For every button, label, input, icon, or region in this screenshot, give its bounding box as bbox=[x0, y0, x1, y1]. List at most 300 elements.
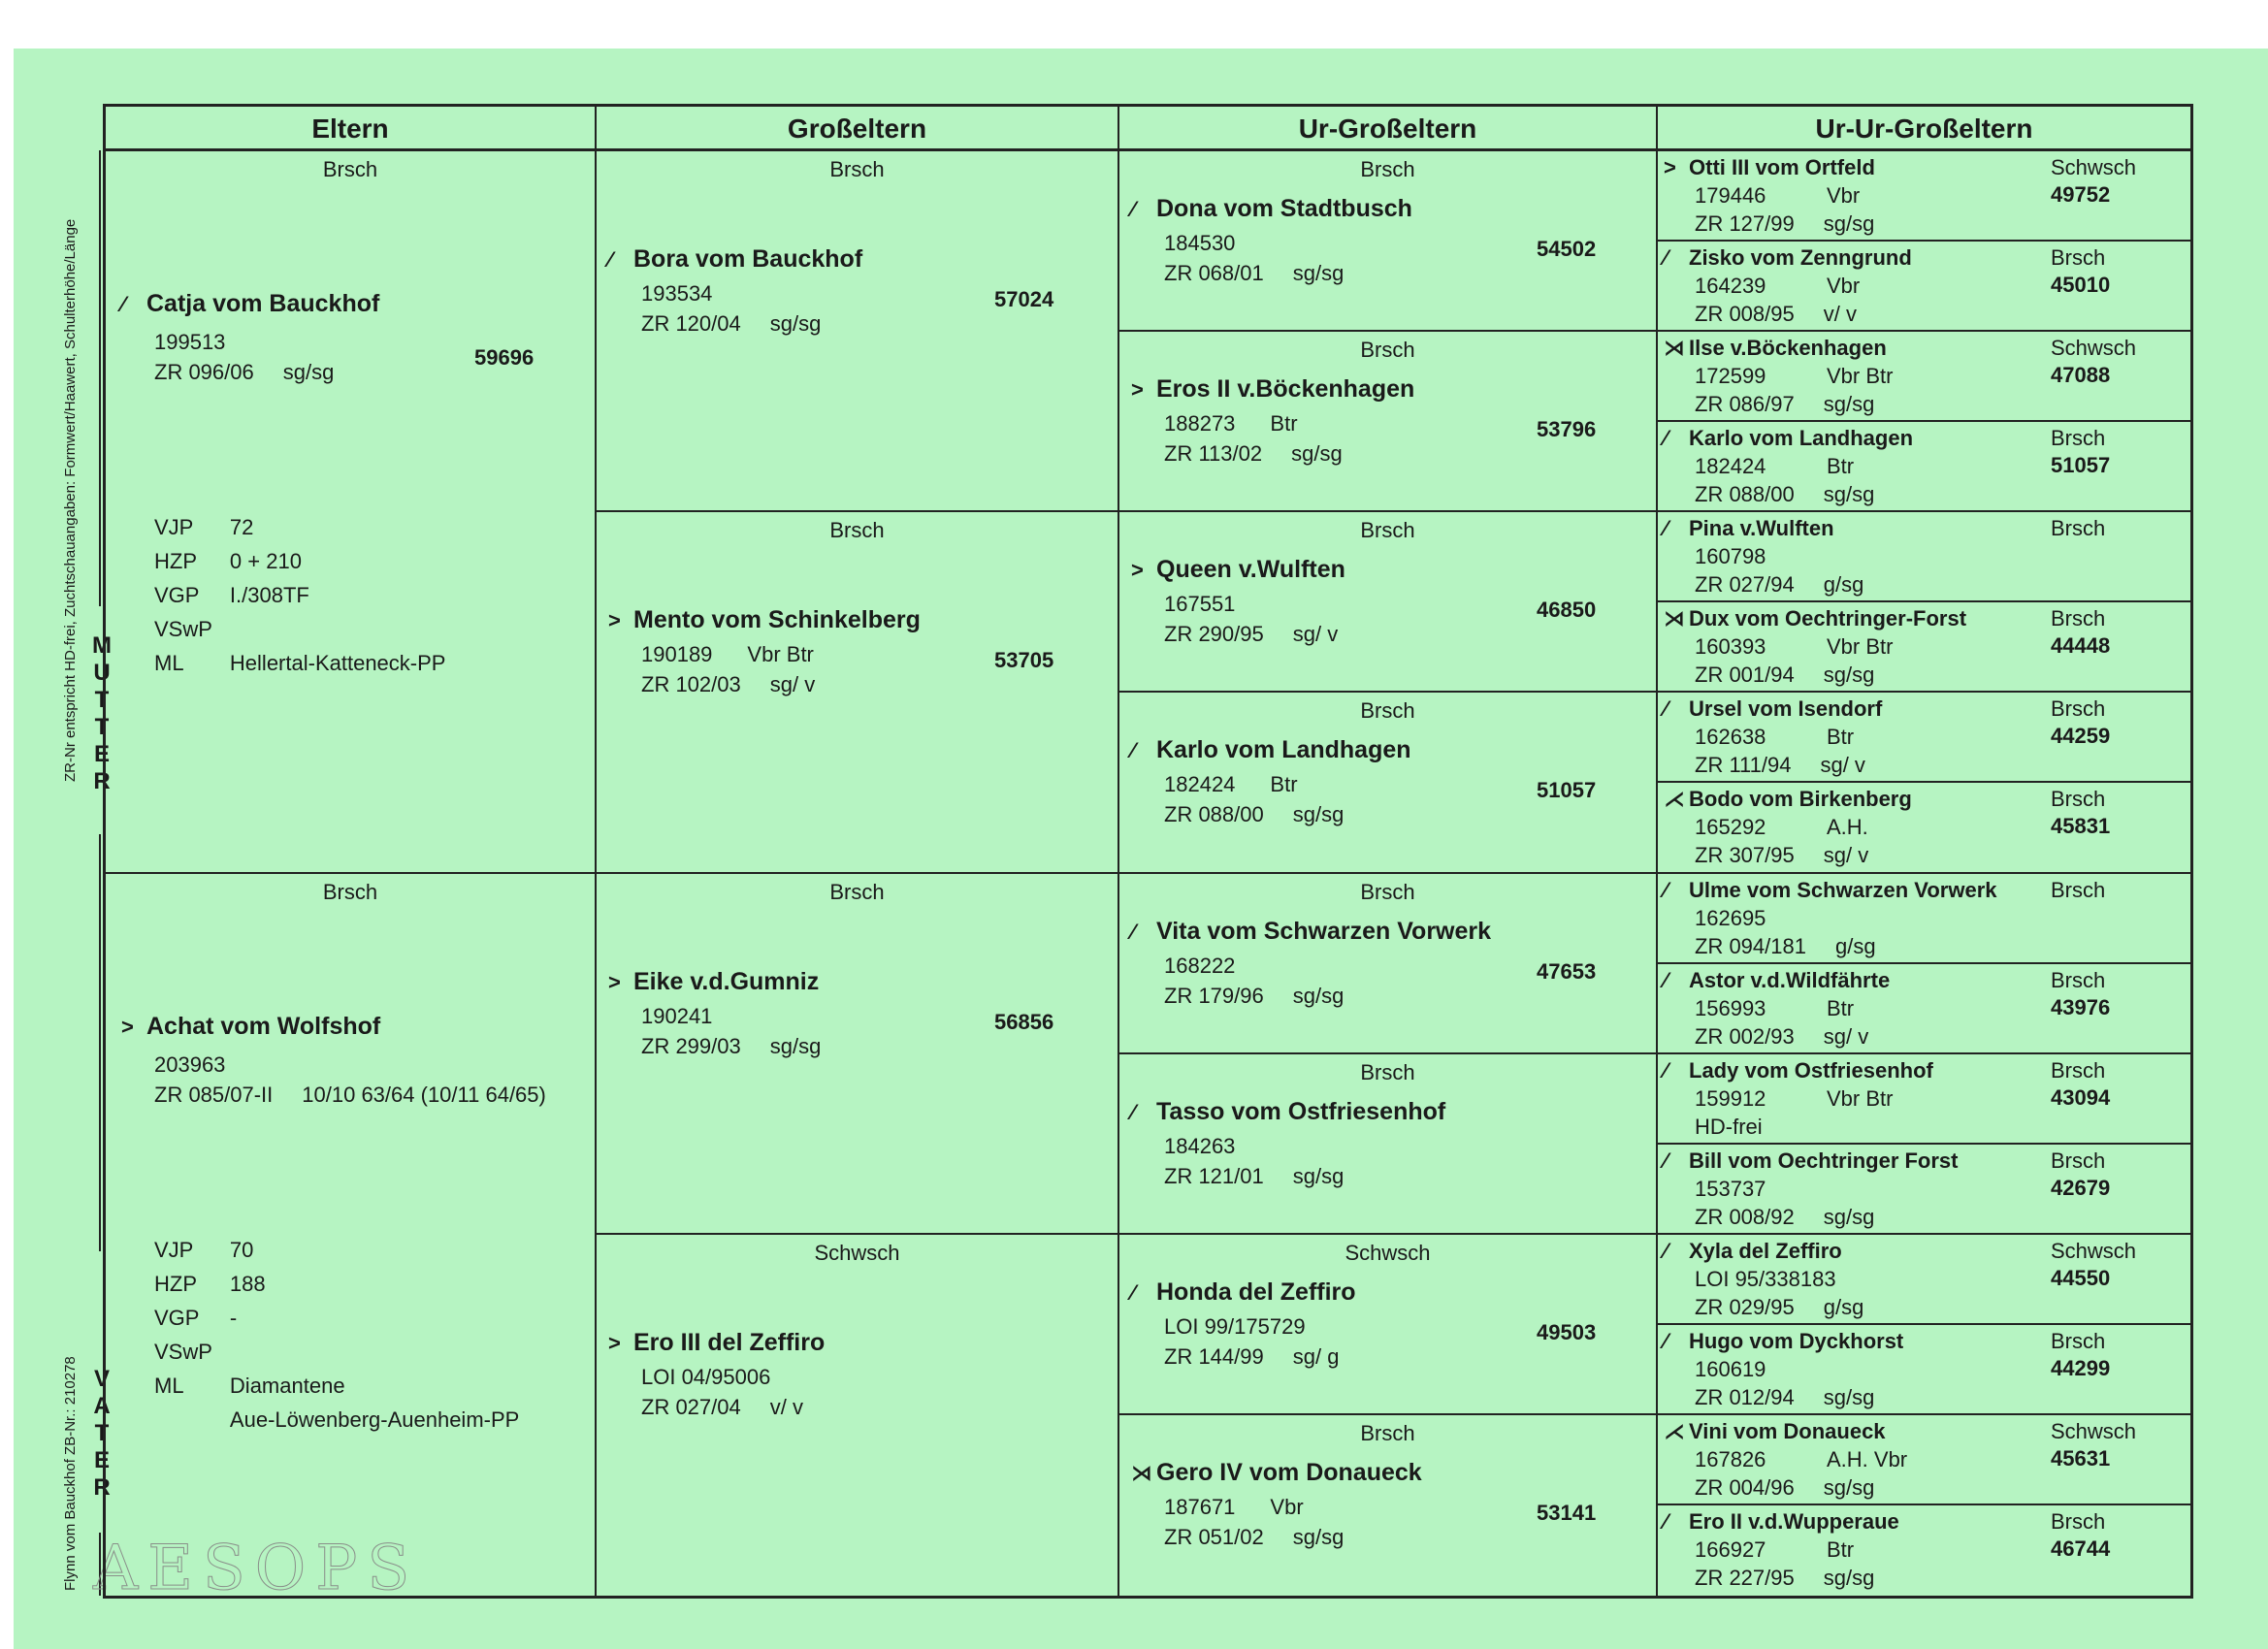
relation-mark: > bbox=[121, 1014, 134, 1039]
zr-number: ZR 027/94 bbox=[1695, 572, 1795, 598]
side-note-bottom: Flynn vom Bauckhof ZB-Nr.: 210278 bbox=[62, 1356, 79, 1591]
reg-number: 182424 bbox=[1695, 454, 1766, 479]
coat-color: Brsch bbox=[1360, 698, 1415, 724]
zr-number: ZR 227/95 bbox=[1695, 1565, 1795, 1590]
coat-color: Brsch bbox=[1360, 879, 1415, 904]
dog-name: Bora vom Bauckhof bbox=[633, 245, 863, 273]
reg-line bbox=[1664, 1536, 1899, 1564]
pedigree-cell bbox=[1658, 151, 2190, 242]
pedigree-cell bbox=[1119, 1415, 1658, 1596]
dog-name: Gero IV vom Donaueck bbox=[1156, 1458, 1422, 1486]
dog-type: Vbr bbox=[1827, 274, 1861, 299]
dog-name-line bbox=[1664, 424, 1913, 452]
zr-number: ZR 179/96 bbox=[1164, 983, 1264, 1008]
hd-result: g/sg bbox=[1823, 572, 1864, 598]
reg-line bbox=[121, 1050, 546, 1080]
score: 46850 bbox=[1537, 598, 1597, 623]
dog-entry[interactable] bbox=[1664, 153, 1875, 238]
pedigree-table bbox=[103, 104, 2193, 1599]
zr-number: ZR 102/03 bbox=[641, 672, 741, 697]
reg-number: 156993 bbox=[1695, 995, 1766, 1020]
dog-entry[interactable] bbox=[1664, 334, 1893, 418]
dog-name-line bbox=[1664, 334, 1893, 362]
coat-color: Brsch bbox=[1360, 157, 1415, 181]
pedigree-cell bbox=[1658, 332, 2190, 422]
hd-result: sg/sg bbox=[1823, 1565, 1875, 1590]
zr-line bbox=[1664, 210, 1875, 238]
reg-number: 184263 bbox=[1164, 1133, 1236, 1158]
hd-result: sg/sg bbox=[1292, 1163, 1345, 1188]
hd-result: sg/sg bbox=[1823, 482, 1875, 507]
coat-color: Schwsch bbox=[814, 1240, 900, 1265]
dog-name: Karlo vom Landhagen bbox=[1156, 736, 1411, 764]
pedigree-cell bbox=[1658, 422, 2190, 512]
reg-line bbox=[1664, 632, 1966, 661]
reg-number: 188273 bbox=[1164, 411, 1236, 436]
dog-name: Eike v.d.Gumniz bbox=[633, 967, 820, 995]
relation-mark: > bbox=[608, 608, 621, 633]
hd-result: sg/sg bbox=[282, 360, 335, 384]
side-letter: M bbox=[92, 632, 112, 659]
dog-name: Ero II v.d.Wupperaue bbox=[1689, 1508, 1899, 1534]
pedigree-cell bbox=[1658, 693, 2190, 783]
zr-line bbox=[1664, 661, 1966, 689]
reg-number: LOI 99/175729 bbox=[1164, 1313, 1306, 1339]
score: 49503 bbox=[1537, 1319, 1597, 1344]
watermark-stamp: AESOPS bbox=[93, 1533, 420, 1604]
dog-entry[interactable] bbox=[1664, 1417, 1907, 1502]
dog-name-line bbox=[1664, 243, 1912, 272]
pedigree-cell bbox=[106, 874, 597, 1597]
relation-mark: > bbox=[1131, 558, 1144, 583]
zr-line bbox=[1131, 799, 1411, 829]
dog-entry[interactable] bbox=[1131, 555, 1345, 649]
dog-type: Vbr Btr bbox=[1827, 634, 1894, 660]
score: 46744 bbox=[2051, 1536, 2111, 1561]
dog-entry[interactable] bbox=[1131, 917, 1491, 1011]
side-note-top: ZR-Nr entspricht HD-frei, Zuchtschauangaben: Formwert/Haawert, Schulterhöhe/Länge bbox=[62, 218, 79, 782]
dog-name: Eros II v.Böckenhagen bbox=[1156, 375, 1415, 404]
dog-name-line bbox=[1664, 1147, 1959, 1175]
reg-number: 190189 bbox=[641, 642, 713, 667]
reg-line bbox=[1664, 1445, 1907, 1473]
hd-result: v/ v bbox=[769, 1394, 803, 1419]
dog-entry[interactable] bbox=[1664, 604, 1966, 689]
side-letter: R bbox=[93, 768, 111, 794]
coat-color: Brsch bbox=[2051, 787, 2106, 812]
dog-name-line bbox=[1131, 1458, 1422, 1488]
reg-number: 166927 bbox=[1695, 1536, 1766, 1562]
pedigree-cell bbox=[597, 512, 1119, 873]
reg-line bbox=[1664, 181, 1875, 210]
reg-number: 172599 bbox=[1695, 364, 1766, 389]
perf-label: ML bbox=[154, 1373, 184, 1398]
score: 53796 bbox=[1537, 417, 1597, 442]
reg-number: LOI 04/95006 bbox=[641, 1364, 771, 1389]
side-letter: E bbox=[93, 1447, 110, 1473]
perf-value: - bbox=[229, 1305, 238, 1330]
dog-name-line bbox=[608, 1328, 825, 1358]
dog-name: Tasso vom Ostfriesenhof bbox=[1156, 1097, 1446, 1125]
side-letter: T bbox=[94, 714, 110, 740]
dog-entry[interactable] bbox=[608, 244, 862, 339]
zr-line bbox=[608, 669, 921, 699]
dog-name-line bbox=[1664, 876, 1997, 904]
coat-color: Brsch bbox=[829, 879, 885, 904]
column-header: Großeltern bbox=[597, 107, 1119, 151]
dog-type: Vbr Btr bbox=[1827, 364, 1894, 389]
dog-name-line bbox=[608, 244, 862, 275]
score: 47088 bbox=[2051, 363, 2111, 388]
hd-result: sg/sg bbox=[1291, 441, 1343, 467]
relation-mark: ⋌ bbox=[1664, 787, 1685, 812]
dog-name-line bbox=[1664, 153, 1875, 181]
pedigree-cell bbox=[106, 151, 597, 874]
score: 45010 bbox=[2051, 273, 2111, 298]
zr-line bbox=[1131, 1161, 1445, 1191]
hd-result: sg/sg bbox=[1823, 211, 1875, 236]
coat-color: Brsch bbox=[322, 879, 378, 904]
zr-number: ZR 088/00 bbox=[1695, 482, 1795, 507]
relation-mark: ⋊ bbox=[1131, 1460, 1152, 1485]
score: 56856 bbox=[994, 1009, 1054, 1034]
zr-line bbox=[1664, 570, 1863, 598]
score: 43094 bbox=[2051, 1084, 2111, 1110]
dog-entry[interactable] bbox=[1131, 1277, 1356, 1372]
reg-line bbox=[1131, 408, 1414, 438]
relation-mark: ⁄ bbox=[1131, 1099, 1135, 1124]
reg-line bbox=[121, 327, 379, 357]
dog-entry[interactable] bbox=[1664, 1056, 1933, 1141]
hd-result: sg/sg bbox=[1292, 1524, 1345, 1549]
reg-line bbox=[1131, 228, 1412, 258]
dog-name-line bbox=[1664, 1507, 1899, 1536]
zr-line bbox=[1131, 1342, 1356, 1372]
pedigree-cell bbox=[1658, 602, 2190, 693]
pedigree-cell bbox=[597, 151, 1119, 512]
dog-entry[interactable] bbox=[1664, 1327, 1903, 1411]
relation-mark: ⁄ bbox=[1664, 967, 1668, 992]
relation-mark: ⋌ bbox=[1664, 1418, 1685, 1443]
reg-line bbox=[1664, 723, 1882, 751]
perf-value: 0 + 210 bbox=[229, 549, 302, 573]
dog-name-line bbox=[1664, 1056, 1933, 1084]
dog-entry[interactable] bbox=[121, 289, 379, 387]
dog-name: Ursel vom Isendorf bbox=[1689, 696, 1883, 722]
score: 45631 bbox=[2051, 1445, 2111, 1471]
score: 45831 bbox=[2051, 814, 2111, 839]
dog-name-line bbox=[1664, 1237, 1863, 1265]
dog-entry[interactable] bbox=[1131, 1097, 1445, 1191]
reg-number: 193534 bbox=[641, 281, 713, 306]
reg-line bbox=[1664, 362, 1893, 390]
dog-name-line bbox=[1664, 604, 1966, 632]
perf-label: VJP bbox=[154, 1237, 194, 1262]
coat-color: Brsch bbox=[2051, 967, 2106, 992]
reg-line bbox=[1131, 769, 1411, 799]
hd-result: sg/sg bbox=[1823, 663, 1875, 688]
zr-number: ZR 299/03 bbox=[641, 1033, 741, 1058]
hd-result: sg/sg bbox=[1292, 802, 1345, 827]
dog-name: Hugo vom Dyckhorst bbox=[1689, 1328, 1904, 1353]
dog-name: Bill vom Oechtringer Forst bbox=[1689, 1148, 1959, 1173]
dog-name-line bbox=[121, 1012, 546, 1042]
score: 51057 bbox=[1537, 778, 1597, 803]
dog-name: Lady vom Ostfriesenhof bbox=[1689, 1057, 1933, 1083]
reg-number: LOI 95/338183 bbox=[1695, 1266, 1836, 1291]
dog-entry[interactable] bbox=[608, 1328, 825, 1422]
dog-entry[interactable] bbox=[1664, 1507, 1899, 1592]
hd-result: sg/sg bbox=[769, 311, 822, 336]
zr-line bbox=[1664, 841, 1912, 869]
dog-entry[interactable] bbox=[1131, 735, 1411, 829]
reg-line bbox=[1664, 1084, 1933, 1113]
pedigree-cell bbox=[1119, 693, 1658, 873]
zr-number: ZR 029/95 bbox=[1695, 1294, 1795, 1319]
dog-entry[interactable] bbox=[1664, 1237, 1863, 1321]
dog-name: Catja vom Bauckhof bbox=[146, 290, 380, 317]
hd-result: g/sg bbox=[1834, 933, 1876, 958]
dog-entry[interactable] bbox=[1664, 695, 1882, 779]
reg-number: 190241 bbox=[641, 1003, 713, 1028]
relation-mark: ⁄ bbox=[1664, 1148, 1668, 1173]
hd-result: v/ v bbox=[1823, 302, 1857, 327]
reg-number: 199513 bbox=[154, 330, 226, 354]
pedigree-cell bbox=[1658, 1054, 2190, 1145]
hd-result: sg/ v bbox=[769, 672, 816, 697]
coat-color: Brsch bbox=[829, 518, 885, 543]
dog-name: Karlo vom Landhagen bbox=[1689, 426, 1914, 451]
coat-color: Brsch bbox=[2051, 1328, 2106, 1353]
score: 53141 bbox=[1537, 1500, 1597, 1525]
dog-entry[interactable] bbox=[608, 605, 921, 699]
side-letter: T bbox=[94, 687, 110, 713]
score: 42679 bbox=[2051, 1175, 2111, 1200]
dog-type: Vbr Btr bbox=[1827, 1085, 1894, 1111]
zr-line bbox=[1131, 438, 1414, 469]
dog-name-line bbox=[1131, 917, 1491, 947]
zr-number: ZR 085/07-II bbox=[154, 1082, 274, 1107]
pedigree-cell bbox=[597, 874, 1119, 1235]
reg-number: 184530 bbox=[1164, 231, 1236, 255]
perf-label: VGP bbox=[154, 583, 200, 607]
zr-line bbox=[1664, 1113, 1933, 1141]
perf-label bbox=[154, 1403, 230, 1437]
side-letter: R bbox=[93, 1474, 111, 1501]
reg-line bbox=[1131, 1311, 1356, 1342]
zr-line bbox=[608, 1392, 825, 1422]
reg-line bbox=[1131, 589, 1345, 619]
reg-number: 187671 bbox=[1164, 1494, 1236, 1519]
performance-block bbox=[154, 510, 463, 680]
dog-type: Btr bbox=[1270, 411, 1298, 436]
reg-number: 160619 bbox=[1695, 1356, 1766, 1381]
zr-line bbox=[121, 1080, 546, 1110]
dog-type: Vbr bbox=[1827, 183, 1861, 208]
perf-label: VJP bbox=[154, 515, 194, 539]
coat-color: Brsch bbox=[322, 157, 378, 181]
dog-entry[interactable] bbox=[1131, 194, 1412, 288]
zr-line bbox=[1664, 1383, 1903, 1411]
score: 53705 bbox=[994, 648, 1054, 673]
zr-number: ZR 068/01 bbox=[1164, 261, 1264, 285]
reg-number: 167826 bbox=[1695, 1446, 1766, 1471]
reg-number: 182424 bbox=[1164, 772, 1236, 797]
perf-value: I./308TF bbox=[229, 583, 309, 607]
zr-line bbox=[1131, 1522, 1422, 1552]
dog-entry[interactable] bbox=[1664, 243, 1912, 328]
zr-line bbox=[1131, 981, 1491, 1011]
coat-color: Brsch bbox=[2051, 516, 2106, 541]
column-header: Ur-Großeltern bbox=[1119, 107, 1658, 151]
zr-number: ZR 121/01 bbox=[1164, 1163, 1264, 1188]
dog-type: A.H. Vbr bbox=[1827, 1446, 1908, 1471]
reg-line bbox=[1664, 542, 1863, 570]
dog-name-line bbox=[608, 967, 821, 997]
coat-color: Schwsch bbox=[1345, 1240, 1431, 1265]
perf-value: 70 bbox=[229, 1237, 254, 1262]
pedigree-cell bbox=[1658, 964, 2190, 1054]
score: 49752 bbox=[2051, 182, 2111, 207]
perf-value: 188 bbox=[229, 1271, 266, 1296]
zr-line bbox=[1131, 619, 1345, 649]
dog-entry[interactable] bbox=[608, 967, 821, 1061]
dog-entry[interactable] bbox=[1664, 785, 1912, 869]
dog-name: Ilse v.Böckenhagen bbox=[1689, 336, 1887, 361]
score: 47653 bbox=[1537, 958, 1597, 984]
zr-line bbox=[608, 1031, 821, 1061]
dog-type: Btr bbox=[1827, 995, 1855, 1020]
relation-mark: > bbox=[608, 969, 621, 994]
pedigree-cell bbox=[1658, 1325, 2190, 1415]
zr-line bbox=[121, 357, 379, 387]
zr-number: HD-frei bbox=[1695, 1114, 1763, 1139]
reg-number: 162695 bbox=[1695, 905, 1766, 930]
coat-color: Brsch bbox=[2051, 877, 2106, 902]
zr-number: ZR 051/02 bbox=[1164, 1524, 1264, 1549]
dog-entry[interactable] bbox=[1131, 1458, 1422, 1552]
dog-entry[interactable] bbox=[1664, 514, 1863, 598]
dog-name: Astor v.d.Wildfährte bbox=[1689, 967, 1891, 992]
dog-name-line bbox=[608, 605, 921, 635]
zr-number: ZR 001/94 bbox=[1695, 663, 1795, 688]
zr-number: ZR 111/94 bbox=[1695, 753, 1792, 778]
perf-label: VSwP bbox=[154, 1339, 212, 1364]
reg-line bbox=[1664, 994, 1890, 1022]
dog-name: Dona vom Stadtbusch bbox=[1156, 195, 1412, 222]
score: 44448 bbox=[2051, 633, 2111, 659]
reg-line bbox=[1664, 904, 1997, 932]
zr-number: ZR 002/93 bbox=[1695, 1023, 1795, 1049]
zr-line bbox=[1664, 1473, 1907, 1502]
pedigree-cell bbox=[1658, 242, 2190, 332]
dog-name-line bbox=[1664, 966, 1890, 994]
zr-line bbox=[1664, 932, 1997, 960]
dog-entry[interactable] bbox=[121, 1012, 546, 1110]
reg-number: 160393 bbox=[1695, 634, 1766, 660]
coat-color: Brsch bbox=[1360, 518, 1415, 543]
reg-line bbox=[608, 639, 921, 669]
zr-number: ZR 027/04 bbox=[641, 1394, 741, 1419]
hd-result: g/sg bbox=[1823, 1294, 1864, 1319]
hd-result: sg/sg bbox=[1823, 1384, 1875, 1409]
score: 43976 bbox=[2051, 994, 2111, 1019]
pedigree-cell bbox=[1119, 1235, 1658, 1415]
side-letter: V bbox=[93, 1366, 110, 1392]
dog-name: Honda del Zeffiro bbox=[1156, 1277, 1356, 1306]
hd-result: sg/sg bbox=[1823, 1474, 1875, 1500]
dog-entry[interactable] bbox=[1664, 424, 1913, 508]
dog-name-line bbox=[1131, 735, 1411, 765]
dog-entry[interactable] bbox=[1664, 966, 1890, 1051]
dog-name-line bbox=[1131, 1097, 1445, 1127]
dog-name: Otti III vom Ortfeld bbox=[1689, 155, 1875, 179]
dog-name-line bbox=[1131, 374, 1414, 404]
pedigree-cell bbox=[1658, 1235, 2190, 1325]
score: 57024 bbox=[994, 287, 1054, 311]
reg-line bbox=[1664, 272, 1912, 300]
dog-name-line bbox=[1664, 1417, 1907, 1445]
relation-mark: > bbox=[1131, 377, 1144, 403]
reg-line bbox=[608, 1362, 825, 1392]
coat-color: Schwsch bbox=[2051, 336, 2137, 361]
dog-name-line bbox=[1664, 1327, 1903, 1355]
pedigree-cell bbox=[1658, 1415, 2190, 1505]
dog-entry[interactable] bbox=[1664, 876, 1997, 960]
dog-entry[interactable] bbox=[1131, 374, 1414, 469]
zr-number: ZR 004/96 bbox=[1695, 1474, 1795, 1500]
reg-line bbox=[1664, 813, 1912, 841]
coat-color: Schwsch bbox=[2051, 1238, 2137, 1263]
score: 59696 bbox=[474, 345, 535, 370]
reg-line bbox=[1664, 1355, 1903, 1383]
dog-type: Btr bbox=[1270, 772, 1298, 797]
relation-mark: ⋊ bbox=[1664, 336, 1685, 361]
dog-name: Achat vom Wolfshof bbox=[146, 1012, 381, 1040]
reg-number: 167551 bbox=[1164, 592, 1236, 617]
hd-result: 10/10 63/64 (10/11 64/65) bbox=[302, 1082, 546, 1107]
pedigree-cell bbox=[1119, 512, 1658, 693]
pedigree-cell bbox=[1658, 874, 2190, 964]
relation-mark: ⁄ bbox=[1664, 516, 1668, 541]
relation-mark: ⁄ bbox=[1131, 1279, 1135, 1305]
score: 44550 bbox=[2051, 1265, 2111, 1290]
coat-color: Brsch bbox=[2051, 245, 2106, 271]
dog-entry[interactable] bbox=[1664, 1147, 1959, 1231]
reg-line bbox=[608, 278, 862, 308]
coat-color: Brsch bbox=[829, 157, 885, 181]
perf-label: ML bbox=[154, 651, 184, 675]
relation-mark: ⁄ bbox=[608, 247, 612, 272]
hd-result: sg/sg bbox=[1823, 1204, 1875, 1229]
zr-number: ZR 094/181 bbox=[1695, 933, 1806, 958]
dog-type: Vbr Btr bbox=[747, 642, 814, 667]
reg-number: 159912 bbox=[1695, 1085, 1766, 1111]
zr-number: ZR 012/94 bbox=[1695, 1384, 1795, 1409]
pedigree-cell bbox=[1658, 1505, 2190, 1596]
zr-number: ZR 086/97 bbox=[1695, 392, 1795, 417]
dog-name: Zisko vom Zenngrund bbox=[1689, 245, 1912, 271]
zr-line bbox=[1664, 1564, 1899, 1592]
zr-line bbox=[608, 308, 862, 339]
dog-name-line bbox=[1131, 194, 1412, 224]
performance-block bbox=[154, 1233, 536, 1437]
column-header: Eltern bbox=[106, 107, 597, 151]
reg-line bbox=[1664, 1265, 1863, 1293]
pedigree-cell bbox=[1119, 1054, 1658, 1235]
relation-mark: > bbox=[608, 1330, 621, 1355]
zr-line bbox=[1131, 258, 1412, 288]
